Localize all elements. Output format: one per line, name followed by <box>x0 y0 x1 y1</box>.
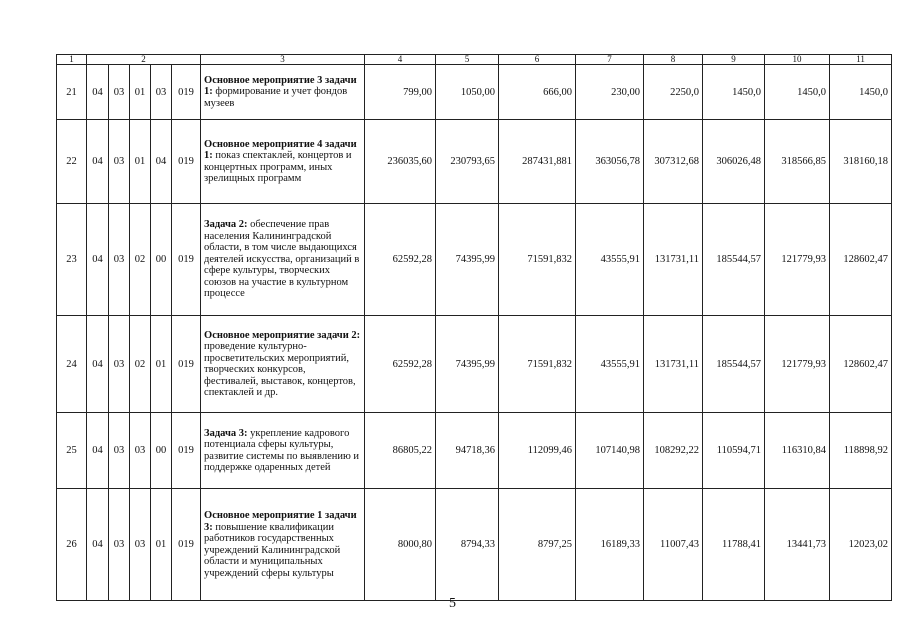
value-col-7-cell: 43555,91 <box>576 204 644 316</box>
header-col-7: 7 <box>576 55 644 65</box>
value-col-4-cell: 236035,60 <box>365 120 436 204</box>
table-row <box>57 65 892 120</box>
value-col-8-cell: 11007,43 <box>644 489 703 601</box>
value-col-11-cell: 1450,0 <box>830 65 892 120</box>
value-col-9-cell: 1450,0 <box>703 65 765 120</box>
code-gp-cell: 04 <box>87 316 109 413</box>
description-title: Основное мероприятие 4 задачи 1: <box>204 138 357 161</box>
code-gp-cell: 04 <box>87 120 109 204</box>
value-col-6-cell: 112099,46 <box>499 413 576 489</box>
value-col-8-cell: 131731,11 <box>644 316 703 413</box>
table-row <box>57 489 892 601</box>
value-col-11-cell: 128602,47 <box>830 204 892 316</box>
description-text: укрепление кадрового потенциала сферы культуры, развитие системы по выявлению и поддержке одаренных детей <box>204 427 360 473</box>
code-pp-cell: 03 <box>109 120 130 204</box>
value-col-4-cell: 86805,22 <box>365 413 436 489</box>
row-number-cell: 24 <box>57 316 87 413</box>
table-row <box>57 120 892 204</box>
header-col-11: 11 <box>830 55 892 65</box>
value-col-11-cell: 318160,18 <box>830 120 892 204</box>
value-col-5-cell: 74395,99 <box>436 316 499 413</box>
description-text: обеспечение прав населения Калининградской области, в том числе выдающихся деятелей искусства, организаций в сфере культуры, творческих союзов на участие в культурном процессе <box>204 219 360 300</box>
value-col-8-cell: 131731,11 <box>644 204 703 316</box>
value-col-7-cell: 43555,91 <box>576 316 644 413</box>
code-event-cell: 00 <box>151 204 172 316</box>
header-row <box>57 55 892 65</box>
code-task-cell: 03 <box>130 413 151 489</box>
value-col-7-cell: 107140,98 <box>576 413 644 489</box>
code-event-cell: 04 <box>151 120 172 204</box>
value-col-10-cell: 13441,73 <box>765 489 830 601</box>
code-grbs-cell: 019 <box>172 65 201 120</box>
code-task-cell: 01 <box>130 120 151 204</box>
value-col-4-cell: 799,00 <box>365 65 436 120</box>
description-cell <box>201 316 365 413</box>
header-col-5: 5 <box>436 55 499 65</box>
code-task-cell: 01 <box>130 65 151 120</box>
value-col-6-cell: 71591,832 <box>499 316 576 413</box>
header-col-6: 6 <box>499 55 576 65</box>
code-pp-cell: 03 <box>109 316 130 413</box>
value-col-7-cell: 363056,78 <box>576 120 644 204</box>
code-grbs-cell: 019 <box>172 489 201 601</box>
description-cell <box>201 65 365 120</box>
value-col-9-cell: 110594,71 <box>703 413 765 489</box>
code-pp-cell: 03 <box>109 413 130 489</box>
value-col-5-cell: 74395,99 <box>436 204 499 316</box>
value-col-9-cell: 11788,41 <box>703 489 765 601</box>
header-col-2: 2 <box>87 55 201 65</box>
row-number-cell: 21 <box>57 65 87 120</box>
description-text: проведение культурно-просветительских мероприятий, творческих конкурсов, фестивалей, выставок, концертов, спектаклей и др. <box>204 341 356 398</box>
code-grbs-cell: 019 <box>172 413 201 489</box>
value-col-4-cell: 8000,80 <box>365 489 436 601</box>
description-text: формирование и учет фондов музеев <box>204 86 348 109</box>
row-number-cell: 22 <box>57 120 87 204</box>
code-task-cell: 02 <box>130 316 151 413</box>
value-col-5-cell: 1050,00 <box>436 65 499 120</box>
code-gp-cell: 04 <box>87 204 109 316</box>
description-title: Основное мероприятие 1 задачи 3: <box>204 510 357 533</box>
value-col-6-cell: 71591,832 <box>499 204 576 316</box>
value-col-10-cell: 121779,93 <box>765 204 830 316</box>
value-col-9-cell: 185544,57 <box>703 204 765 316</box>
description-cell <box>201 489 365 601</box>
table-row <box>57 316 892 413</box>
row-number-cell: 26 <box>57 489 87 601</box>
description-title: Задача 2: <box>204 219 248 231</box>
value-col-5-cell: 8794,33 <box>436 489 499 601</box>
header-col-1: 1 <box>57 55 87 65</box>
value-col-10-cell: 116310,84 <box>765 413 830 489</box>
page-number: 5 <box>449 596 456 611</box>
value-col-5-cell: 230793,65 <box>436 120 499 204</box>
value-col-8-cell: 2250,0 <box>644 65 703 120</box>
program-table <box>56 54 892 601</box>
code-grbs-cell: 019 <box>172 316 201 413</box>
code-event-cell: 03 <box>151 65 172 120</box>
code-task-cell: 02 <box>130 204 151 316</box>
header-col-3: 3 <box>201 55 365 65</box>
value-col-11-cell: 128602,47 <box>830 316 892 413</box>
value-col-10-cell: 318566,85 <box>765 120 830 204</box>
value-col-11-cell: 12023,02 <box>830 489 892 601</box>
value-col-4-cell: 62592,28 <box>365 316 436 413</box>
value-col-8-cell: 307312,68 <box>644 120 703 204</box>
header-col-8: 8 <box>644 55 703 65</box>
value-col-8-cell: 108292,22 <box>644 413 703 489</box>
code-grbs-cell: 019 <box>172 204 201 316</box>
code-gp-cell: 04 <box>87 413 109 489</box>
value-col-10-cell: 1450,0 <box>765 65 830 120</box>
code-grbs-cell: 019 <box>172 120 201 204</box>
code-gp-cell: 04 <box>87 489 109 601</box>
value-col-5-cell: 94718,36 <box>436 413 499 489</box>
value-col-4-cell: 62592,28 <box>365 204 436 316</box>
header-col-10: 10 <box>765 55 830 65</box>
value-col-7-cell: 16189,33 <box>576 489 644 601</box>
code-task-cell: 03 <box>130 489 151 601</box>
header-col-4: 4 <box>365 55 436 65</box>
value-col-7-cell: 230,00 <box>576 65 644 120</box>
description-title: Основное мероприятие 3 задачи 1: <box>204 74 357 98</box>
value-col-9-cell: 185544,57 <box>703 316 765 413</box>
table-row <box>57 204 892 316</box>
value-col-6-cell: 8797,25 <box>499 489 576 601</box>
description-title: Основное мероприятие задачи 2: <box>204 329 361 341</box>
description-cell <box>201 413 365 489</box>
code-event-cell: 01 <box>151 489 172 601</box>
description-text: показ спектаклей, концертов и концертных программ, иных зрелищных программ <box>204 150 352 184</box>
row-number-cell: 23 <box>57 204 87 316</box>
description-title: Задача 3: <box>204 427 248 439</box>
header-col-9: 9 <box>703 55 765 65</box>
table-row <box>57 413 892 489</box>
code-pp-cell: 03 <box>109 204 130 316</box>
value-col-10-cell: 121779,93 <box>765 316 830 413</box>
code-event-cell: 00 <box>151 413 172 489</box>
row-number-cell: 25 <box>57 413 87 489</box>
value-col-9-cell: 306026,48 <box>703 120 765 204</box>
code-pp-cell: 03 <box>109 489 130 601</box>
description-text: повышение квалификации работников государственных учреждений Калининградской области и муниципальных учреждений сферы культуры <box>204 521 341 579</box>
value-col-6-cell: 666,00 <box>499 65 576 120</box>
value-col-11-cell: 118898,92 <box>830 413 892 489</box>
description-cell <box>201 204 365 316</box>
code-gp-cell: 04 <box>87 65 109 120</box>
code-event-cell: 01 <box>151 316 172 413</box>
value-col-6-cell: 287431,881 <box>499 120 576 204</box>
description-cell <box>201 120 365 204</box>
code-pp-cell: 03 <box>109 65 130 120</box>
